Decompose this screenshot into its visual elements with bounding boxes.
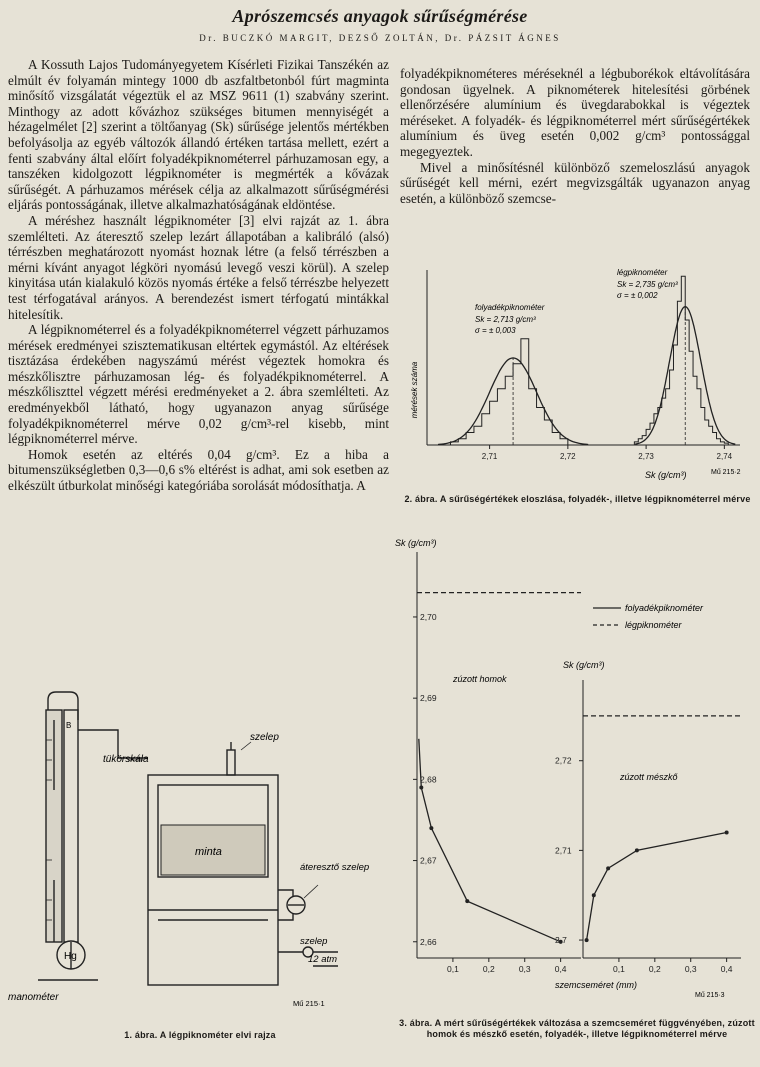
figure-2-bar	[482, 414, 490, 445]
figure-2-x-tick-label: 2,71	[481, 452, 498, 461]
figure-2-histogram	[450, 339, 567, 445]
label-mercury: Hg	[64, 951, 77, 962]
figure-3-homok-fluid-curve	[419, 739, 561, 942]
figure-3-ylabel-left: Sk (g/cm³)	[395, 538, 437, 548]
figure-3-left-y-tick-label: 2,70	[420, 611, 437, 622]
legend-air: légpiknométer	[625, 620, 682, 630]
figure-3-right-x-tick-label: 0,1	[612, 964, 625, 974]
paragraph-2: A méréshez használt légpiknométer [3] elvi rajzát az 1. ábra szemlélteti. Az áteresztő szelep lezárt állapotában a kalibráló (alsó) térrészben meghatározott nyomást hoznak létre (a felső térrészben a mérni kívánt anyagot légköri nyomású levegő veszi körül). A szelep kinyitása után kialakuló közös nyomás értéke a felső térrészbe helyezett test térfogatával arányos. A berendezést ismert térfogatú mintákkal hitelesítik.	[8, 212, 389, 322]
article-title: Aprószemcsés anyagok sűrűségmérése	[232, 6, 528, 26]
figure-2-bar	[673, 345, 677, 445]
figure-3-meszko-point	[585, 938, 589, 942]
figure-3-left-x-tick-label: 0,4	[554, 964, 567, 974]
figure-3-right-x-tick-label: 0,2	[648, 964, 661, 974]
figure-2-bar	[544, 420, 552, 445]
figure-2-bar	[717, 439, 721, 445]
figure-2-caption: 2. ábra. A sűrűségértékek eloszlása, folyadék-, illetve légpiknométerrel mérve	[404, 494, 751, 504]
figure-3-homok-point	[419, 785, 423, 789]
figure-3-label-meszko: zúzott mészkő	[620, 772, 678, 782]
figure-2-bar	[552, 433, 560, 446]
paragraph-4: Homok esetén az eltérés 0,04 g/cm³. Ez a hiba a bitumenszükségletben 0,3—0,6 s% eltérést is adhat, ami sok esetben az elkészült útburkolat minőségi kategóriába sorolását módosíthatja. A	[8, 446, 389, 494]
label-scale-mark: B	[66, 721, 72, 730]
figure-3-left-x-tick-label: 0,1	[446, 964, 459, 974]
vessel-outer	[148, 775, 278, 985]
figure-2-bar	[529, 389, 537, 445]
figure-2-air-value: Sk = 2,735 g/cm³	[617, 280, 678, 289]
label-sample: minta	[195, 846, 222, 858]
figure-2-bar	[685, 320, 689, 445]
label-mirror-scale: tükörskála	[103, 754, 149, 765]
figure-2-x-tick-label: 2,74	[716, 452, 733, 461]
figure-3-homok-point	[429, 826, 433, 830]
label-manometer: manométer	[8, 992, 59, 1003]
figure-2-bar	[713, 433, 717, 446]
figure-3-left-x-tick-label: 0,3	[518, 964, 531, 974]
paragraph-6: Mivel a minősítésnél különböző szemeloszlású anyagok sűrűségét kell mérni, ezért megvizsgálták ugyanazon anyag esetén, a különböző szemcse-	[400, 159, 750, 206]
figure-3-homok-point	[465, 899, 469, 903]
figure-2-fluid-sigma: σ = ± 0,003	[475, 326, 516, 335]
figure-2-ylabel: mérések száma	[410, 361, 419, 419]
right-column	[400, 66, 750, 206]
figure-2-xlabel: Sk (g/cm³)	[645, 470, 687, 480]
figure-2-bar	[666, 389, 670, 445]
figure-2-bar	[709, 426, 713, 445]
figure-3-right-y-tick-label: 2,7	[555, 935, 567, 946]
figure-2-bar	[505, 376, 513, 445]
figure-3-left-y-tick-label: 2,68	[420, 774, 437, 785]
figure-2-bar	[521, 339, 529, 445]
figure-1-apparatus	[8, 680, 393, 1010]
figure-3-right-x-tick-label: 0,3	[684, 964, 697, 974]
figure-3-stamp: Mű 215·3	[695, 992, 725, 999]
figure-1-caption: 1. ábra. A légpiknométer elvi rajza	[124, 1030, 276, 1040]
article-authors: Dr. BUCZKÓ MARGIT, DEZSŐ ZOLTÁN, Dr. PÁZSIT ÁGNES	[199, 33, 561, 43]
figure-3-left-x-tick-label: 0,2	[482, 964, 495, 974]
figure-2-bar	[537, 408, 545, 446]
manometer-tube	[64, 710, 78, 942]
figure-3-meszko-point	[606, 866, 610, 870]
figure-2-bar	[693, 376, 697, 445]
figure-2-air-label: légpiknométer	[617, 268, 668, 277]
top-valve-stem	[227, 750, 235, 775]
label-valve-top: szelep	[250, 732, 279, 743]
figure-3-chart	[395, 530, 755, 1010]
paragraph-3: A légpiknométerrel és a folyadékpiknométerrel végzett párhuzamos mérések eredményei szisztematikusan eltértek egymástól. Az eltérések tisztázása érdekében nagyszámú mérést végeztek homokra és mészkőlisztre párhuzamosan lég- és folyadékpiknométerrel. A mészkőliszttel végzett mérési eredményeket a 2. ábra szemlélteti. Az eredményekből látható, hogy ugyanazon anyag sűrűsége folyadékpiknométerrel mérve 0,02 g/cm³-rel kisebb, mint légpiknométerrel mérve.	[8, 322, 389, 447]
figure-2-bar	[466, 433, 474, 446]
figure-3-meszko-point	[725, 830, 729, 834]
figure-2-bar	[701, 408, 705, 446]
figure-2-fluid-value: Sk = 2,713 g/cm³	[475, 315, 536, 324]
figure-2-air-sigma: σ = ± 0,002	[617, 291, 658, 300]
paragraph-1: A Kossuth Lajos Tudományegyetem Kísérleti Fizikai Tanszékén az elmúlt év folyamán mintegy 1000 db aszfaltbetonból fúrt magminta minősítő vizsgálatát végeztük el az MSZ 9611 (1) szabvány szerint. Minthogy az adott kővázhoz szükséges bitumen mennyiségét a hézagelmélet [2] szerint a töltőanyag (Sk) sűrűsége jelentős mértékben befolyásolja az egyéb változók állandó értéken tartása mellett, ezért a fenti szabvány által előírt folyadékpiknométerrel párhuzamosan egy, a tanszéken kidolgozott légpiknométer is megmérték a kővázak sűrűségét. A párhuzamos mérések célja az alkalmazott sűrűségmérési eljárás pontosságának, illetve alkalmazhatóságának eldöntése.	[8, 57, 389, 213]
figure-2-bar	[474, 426, 482, 445]
figure-3-meszko-point	[635, 848, 639, 852]
figure-2-bar	[689, 351, 693, 445]
figure-2-bar	[681, 276, 685, 445]
figure-3-right-y-tick-label: 2,71	[555, 845, 572, 856]
figure-1-stamp: Mű 215·1	[293, 999, 325, 1008]
figure-2-stamp: Mű 215·2	[711, 469, 741, 476]
figure-3-left-y-tick-label: 2,67	[420, 855, 437, 866]
figure-2-bar	[662, 398, 666, 445]
figure-2-bar	[705, 420, 709, 445]
figure-2-bar	[497, 389, 505, 445]
figure-2-bar	[670, 370, 674, 445]
figure-3-label-homok: zúzott homok	[453, 674, 507, 684]
figure-2-bar	[490, 401, 498, 445]
figure-2-fluid-label: folyadékpiknométer	[475, 303, 545, 312]
label-valve-bottom: szelep	[300, 936, 328, 947]
legend-fluid: folyadékpiknométer	[625, 603, 704, 613]
label-pressure: 12 atm	[308, 954, 338, 965]
figure-2-bar	[560, 439, 568, 445]
figure-2-x-tick-label: 2,72	[560, 452, 576, 461]
figure-3-right-x-tick-label: 0,4	[720, 964, 733, 974]
figure-2-bar	[513, 364, 521, 445]
figure-3-xlabel: szemcseméret (mm)	[555, 980, 638, 990]
paragraph-5: folyadékpiknométeres méréseknél a légbuborékok eltávolítására gondosan ügyelnek. A piknométerek hitelesítési görbének ellenőrzésére alumínium és üvegdarabokkal is végeztek méréseket. A folyadék- és légpiknométerrel mért sűrűségértékek alumínium és üveg esetén 0,002 g/cm³ pontossággal megegyeztek.	[400, 66, 750, 159]
figure-3-meszko-point	[592, 893, 596, 897]
figure-3-left-y-tick-label: 2,69	[420, 693, 437, 704]
figure-3-left-y-tick-label: 2,66	[420, 936, 437, 947]
figure-2-x-tick-label: 2,73	[638, 452, 654, 461]
left-column	[8, 57, 389, 494]
label-pass-valve: áteresztő szelep	[300, 862, 370, 873]
figure-3-meszko-fluid-curve	[587, 833, 727, 941]
figure-3-ylabel-right: Sk (g/cm³)	[563, 660, 605, 670]
figure-2-chart	[395, 250, 755, 490]
figure-3-right-y-tick-label: 2,72	[555, 755, 572, 766]
figure-2-bar	[458, 439, 466, 445]
figure-2-bar	[697, 389, 701, 445]
figure-3-caption: 3. ábra. A mért sűrűségértékek változása a szemcseméret függvényében, zúzott homok és mészkő esetén, folyadék-, illetve légpiknométerrel mérve	[399, 1018, 755, 1039]
